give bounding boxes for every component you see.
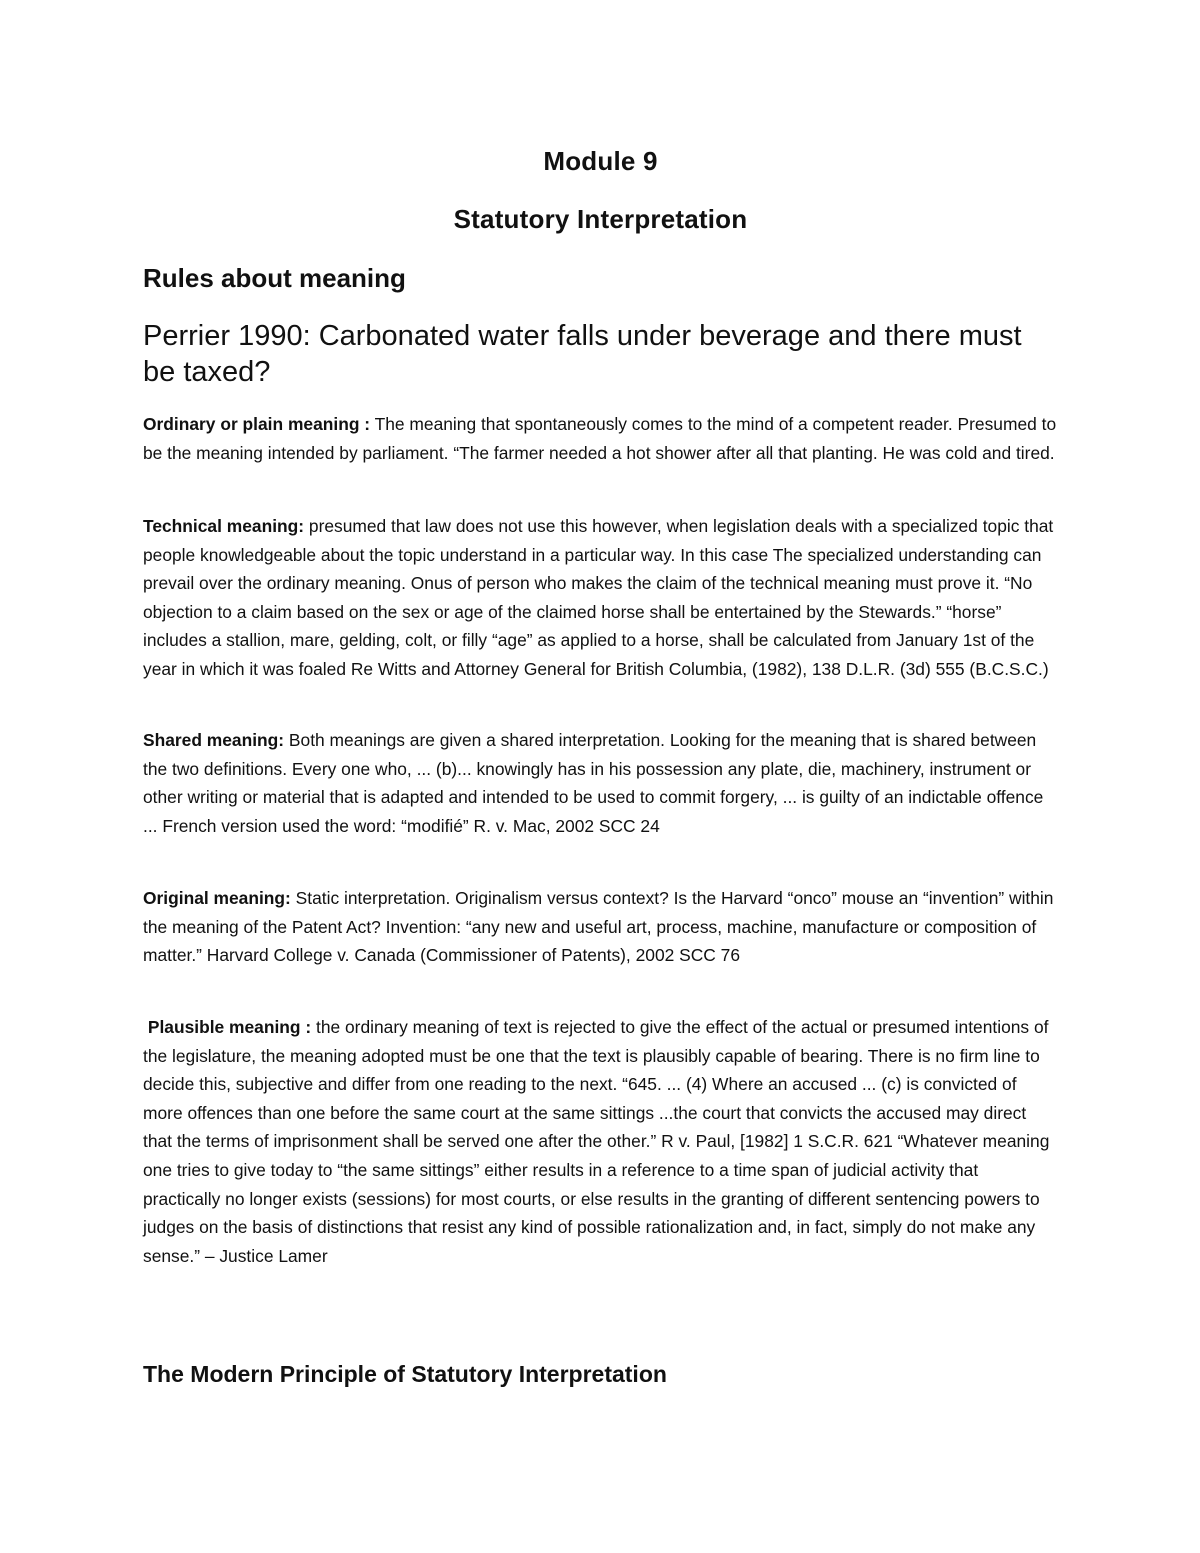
page-subtitle: Statutory Interpretation <box>453 204 748 234</box>
paragraph-technical-meaning <box>143 512 1058 684</box>
term-label: Original meaning: <box>143 888 291 908</box>
paragraph-body: Both meanings are given a shared interpretation. Looking for the meaning that is shared between the two definitions. Every one who, ... (b)... knowingly has in his possession any plate, die, machinery, instrument or other writing or material that is adapted and intended to be used to commit forgery, ... is guilty of an indictable offence ... French version used the word: “modifié” R. v. Mac, 2002 SCC 24 <box>143 730 1044 836</box>
term-label: Shared meaning: <box>143 730 285 750</box>
paragraph-original-meaning <box>143 884 1058 970</box>
paragraph-plausible-meaning <box>143 1013 1058 1270</box>
paragraph-body: the ordinary meaning of text is rejected to give the effect of the actual or presumed intentions of the legislature, the meaning adopted must be one that the text is plausibly capable of bearing. There is no firm line to decide this, subjective and differ from one reading to the next. “645. ... (4) Where an accused ... (c) is convicted of more offences than one before the same court at the same sittings ...the court that convicts the accused may direct that the terms of imprisonment shall be served one after the other.” R v. Paul, [1982] 1 S.C.R. 621 “Whatever meaning one tries to give today to “the same sittings” either results in a reference to a time span of judicial activity that practically no longer exists (sessions) for most courts, or else results in the granting of different sentencing powers to judges on the basis of distinctions that resist any kind of possible rationalization and, in fact, simply do not make any sense.” – Justice Lamer <box>143 1017 1050 1266</box>
paragraph-body: presumed that law does not use this however, when legislation deals with a specialized topic that people knowledgeable about the topic understand in a particular way. In this case The specialized understanding can prevail over the ordinary meaning. Onus of person who makes the claim of the technical meaning must prove it. “No objection to a claim based on the sex or age of the claimed horse shall be entertained by the Stewards.” “horse” includes a stallion, mare, gelding, colt, or filly “age” as applied to a horse, shall be calculated from January 1st of the year in which it was foaled Re Witts and Attorney General for British Columbia, (1982), 138 D.L.R. (3d) 555 (B.C.S.C.) <box>143 516 1054 679</box>
paragraph-ordinary-meaning <box>143 410 1058 467</box>
paragraph-body: Static interpretation. Originalism versus context? Is the Harvard “onco” mouse an “invention” within the meaning of the Patent Act? Invention: “any new and useful art, process, machine, manufacture or composition of matter.” Harvard College v. Canada (Commissioner of Patents), 2002 SCC 76 <box>143 888 1054 966</box>
term-label: Technical meaning: <box>143 516 305 536</box>
section-heading: Rules about meaning <box>143 263 406 293</box>
page-title: Module 9 <box>543 146 658 176</box>
modern-principle-heading: The Modern Principle of Statutory Interpretation <box>143 1361 667 1387</box>
term-label: Plausible meaning : <box>147 1017 312 1037</box>
paragraph-shared-meaning <box>143 726 1058 840</box>
perrier-question: Perrier 1990: Carbonated water falls under beverage and there must be taxed? <box>143 320 1022 388</box>
term-label: Ordinary or plain meaning : <box>143 414 371 434</box>
paragraph-body: The meaning that spontaneously comes to the mind of a competent reader. Presumed to be the meaning intended by parliament. “The farmer needed a hot shower after all that planting. He was cold and tired. <box>143 414 1057 463</box>
